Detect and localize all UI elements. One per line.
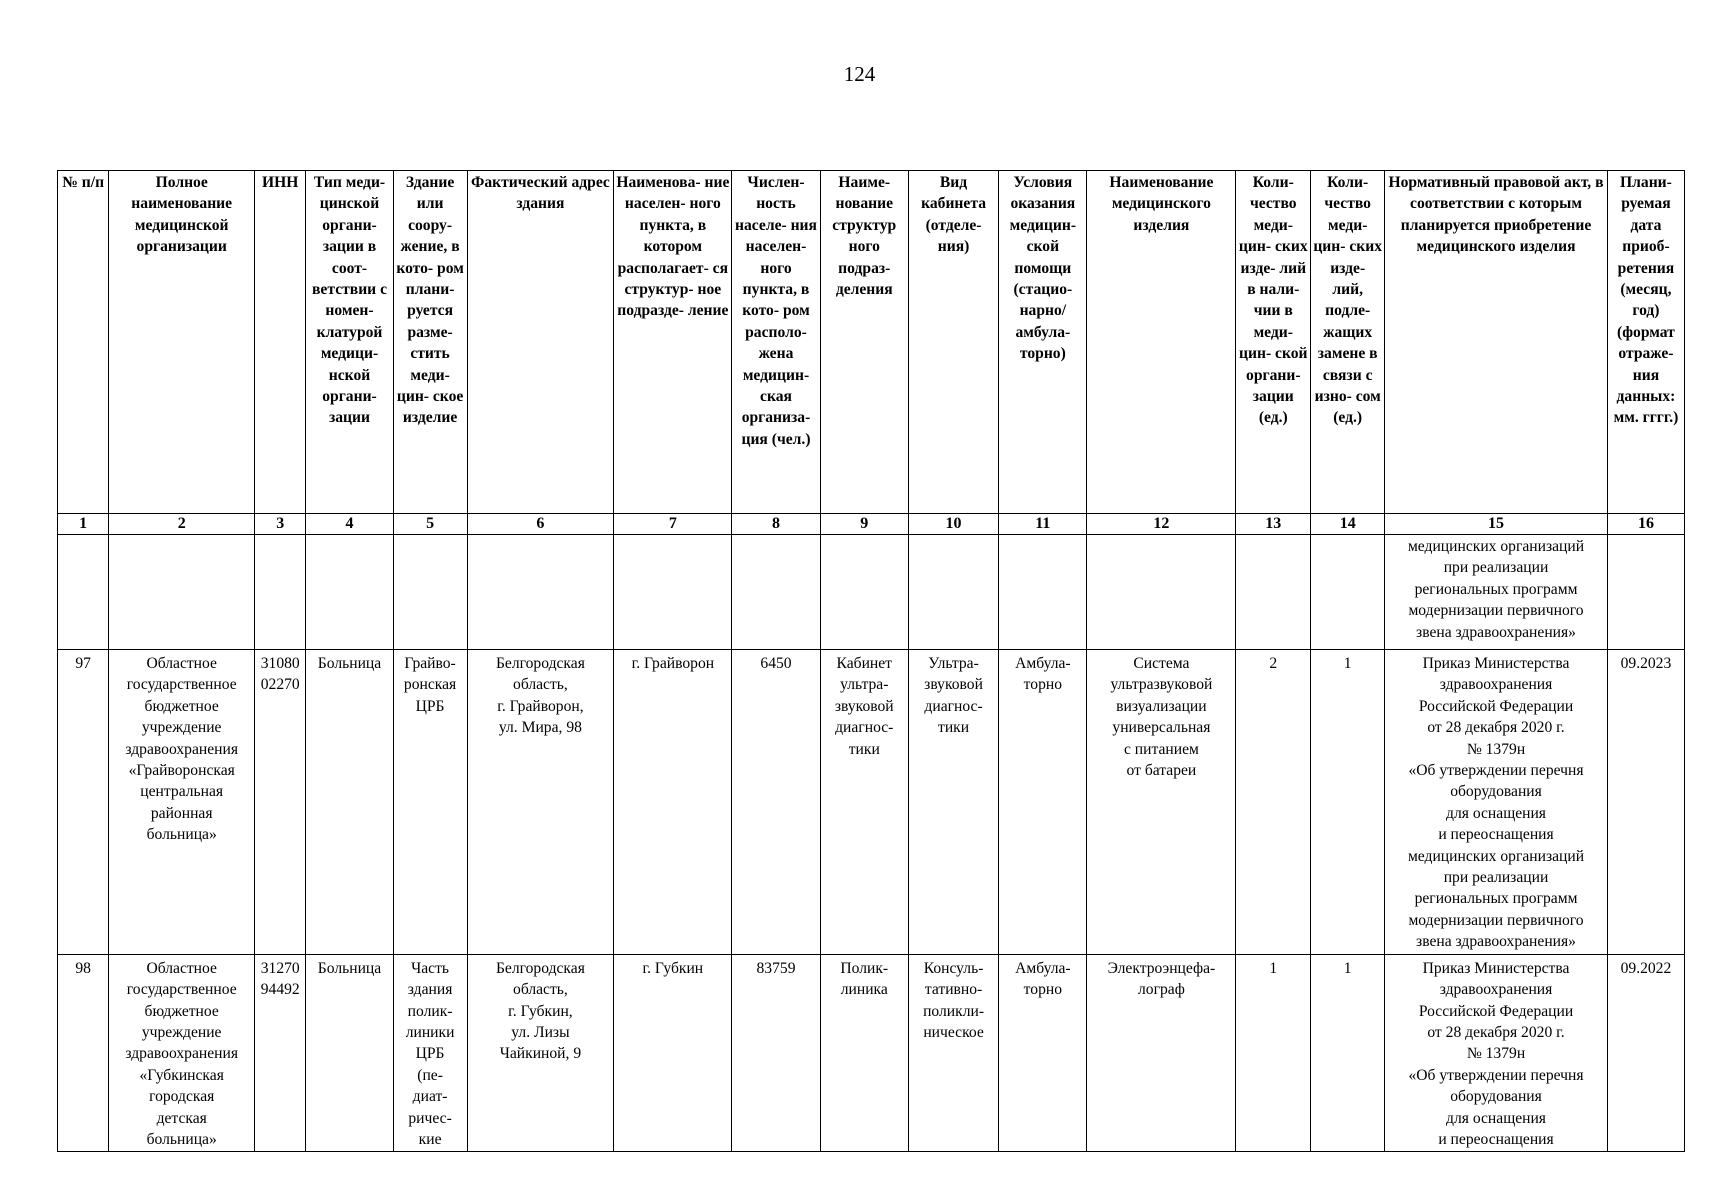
column-number: 4 <box>306 514 393 535</box>
table-cell <box>306 535 393 650</box>
devices-to-replace: 1 <box>1311 650 1385 955</box>
inn: 31270 94492 <box>255 954 306 1152</box>
address: Белгородская область, г. Губкин, ул. Лизы Чайкиной, 9 <box>467 954 614 1152</box>
header-legal-act: Нормативный правовой акт, в соответствии с которым планируется приобретение медицинского изделия <box>1385 171 1608 514</box>
column-number: 8 <box>732 514 820 535</box>
table-header-row <box>58 171 1685 514</box>
table-row <box>58 650 1685 955</box>
planned-date: 09.2023 <box>1607 650 1684 955</box>
organization-name: Областное государственное бюджетное учреждение здравоохранения «Грайворонская центральная районная больница» <box>109 650 255 955</box>
inn: 31080 02270 <box>255 650 306 955</box>
medical-equipment-table <box>57 170 1685 1152</box>
header-cabinet-type: Вид кабинета (отделе- ния) <box>908 171 998 514</box>
header-address: Фактический адрес здания <box>467 171 614 514</box>
column-number-row <box>58 514 1685 535</box>
population: 6450 <box>732 650 820 955</box>
planned-date: 09.2022 <box>1607 954 1684 1152</box>
cabinet-type: Консуль- тативно- поликли- ническое <box>908 954 998 1152</box>
column-number: 7 <box>614 514 732 535</box>
building: Грайво- ронская ЦРБ <box>393 650 467 955</box>
table-cell <box>393 535 467 650</box>
page-number: 124 <box>843 62 876 86</box>
column-number: 12 <box>1087 514 1236 535</box>
table-cell <box>1607 535 1684 650</box>
column-number: 11 <box>999 514 1087 535</box>
subdivision: Полик- линика <box>820 954 908 1152</box>
header-row-number: № п/п <box>58 171 109 514</box>
column-number: 3 <box>255 514 306 535</box>
legal-act: Приказ Министерства здравоохранения Российской Федерации от 28 декабря 2020 г. № 1379н «Об утверждении перечня оборудования для оснащения и переоснащения медицинских организаций при реализации региональных программ модернизации первичного звена здравоохранения» <box>1385 650 1608 955</box>
header-organization-type: Тип меди- цинской органи- зации в соот- ветствии с номен- клатурой медици- нской органи- зации <box>306 171 393 514</box>
column-number: 16 <box>1607 514 1684 535</box>
table-cell <box>908 535 998 650</box>
header-subdivision: Наиме- нование структур ного подраз- деления <box>820 171 908 514</box>
cabinet-type: Ультра- звуковой диагнос- тики <box>908 650 998 955</box>
table-cell <box>109 535 255 650</box>
table-cell <box>614 535 732 650</box>
settlement: г. Грайворон <box>614 650 732 955</box>
device-name: Электроэнцефа- лограф <box>1087 954 1236 1152</box>
header-inn: ИНН <box>255 171 306 514</box>
header-organization-name: Полное наименование медицинской организации <box>109 171 255 514</box>
organization-name: Областное государственное бюджетное учреждение здравоохранения «Губкинская городская детская больница» <box>109 954 255 1152</box>
organization-type: Больница <box>306 954 393 1152</box>
column-number: 15 <box>1385 514 1608 535</box>
table-cell <box>820 535 908 650</box>
table-cell <box>732 535 820 650</box>
row-number: 98 <box>58 954 109 1152</box>
column-number: 14 <box>1311 514 1385 535</box>
population: 83759 <box>732 954 820 1152</box>
header-population: Числен- ность населе- ния населен- ного пункта, в кото- ром располо- жена медицин- ская организа- ция (чел.) <box>732 171 820 514</box>
building: Часть здания полик- линики ЦРБ (пе- диат- ричес- кие <box>393 954 467 1152</box>
column-number: 1 <box>58 514 109 535</box>
column-number: 9 <box>820 514 908 535</box>
table-cell <box>999 535 1087 650</box>
table-row <box>58 954 1685 1152</box>
table-cell <box>467 535 614 650</box>
care-conditions: Амбула- торно <box>999 650 1087 955</box>
legal-act: Приказ Министерства здравоохранения Российской Федерации от 28 декабря 2020 г. № 1379н «Об утверждении перечня оборудования для оснащения и переоснащения <box>1385 954 1608 1152</box>
header-care-conditions: Условия оказания медицин- ской помощи (стацио- нарно/ амбула- торно) <box>999 171 1087 514</box>
devices-to-replace: 1 <box>1311 954 1385 1152</box>
device-name: Система ультразвуковой визуализации универсальная с питанием от батареи <box>1087 650 1236 955</box>
legal-act-continuation: медицинских организаций при реализации региональных программ модернизации первичного звена здравоохранения» <box>1385 535 1608 650</box>
table-row-continuation <box>58 535 1685 650</box>
header-devices-available: Коли- чество меди- цин- ских изде- лий в нали- чии в меди- цин- ской органи- зации (ед.) <box>1236 171 1311 514</box>
devices-available: 2 <box>1236 650 1311 955</box>
settlement: г. Губкин <box>614 954 732 1152</box>
address: Белгородская область, г. Грайворон, ул. Мира, 98 <box>467 650 614 955</box>
column-number: 2 <box>109 514 255 535</box>
header-building: Здание или соору- жение, в кото- ром плани- руется разме- стить меди- цин- ское изделие <box>393 171 467 514</box>
column-number: 5 <box>393 514 467 535</box>
column-number: 13 <box>1236 514 1311 535</box>
care-conditions: Амбула- торно <box>999 954 1087 1152</box>
column-number: 6 <box>467 514 614 535</box>
subdivision: Кабинет ультра- звуковой диагнос- тики <box>820 650 908 955</box>
table-cell <box>58 535 109 650</box>
organization-type: Больница <box>306 650 393 955</box>
table-cell <box>1087 535 1236 650</box>
header-device-name: Наименование медицинского изделия <box>1087 171 1236 514</box>
devices-available: 1 <box>1236 954 1311 1152</box>
header-settlement: Наименова- ние населен- ного пункта, в котором располагает- ся структур- ное подразде- ление <box>614 171 732 514</box>
table-cell <box>1236 535 1311 650</box>
header-devices-to-replace: Коли- чество меди- цин- ских изде- лий, подле- жащих замене в связи с изно- сом (ед.) <box>1311 171 1385 514</box>
row-number: 97 <box>58 650 109 955</box>
header-planned-date: Плани- руемая дата приоб- ретения (месяц, год) (формат отраже- ния данных: мм. гггг.) <box>1607 171 1684 514</box>
column-number: 10 <box>908 514 998 535</box>
table-cell <box>255 535 306 650</box>
table-cell <box>1311 535 1385 650</box>
